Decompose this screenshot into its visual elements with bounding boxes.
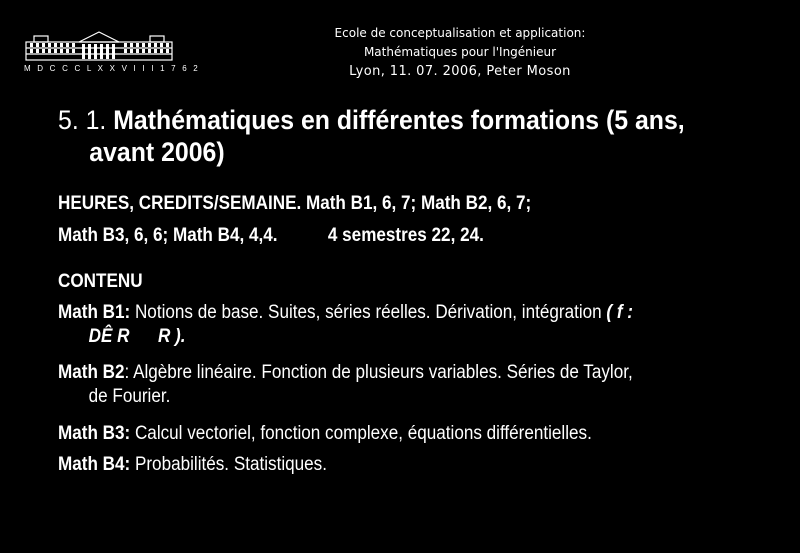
title-continuation: avant 2006) (89, 137, 225, 167)
header-line-1: Ecole de conceptualisation et application: (334, 26, 586, 40)
b1-formula-a: ( f : (606, 302, 634, 323)
content-b4 (58, 453, 742, 477)
b3-text: Calcul vectoriel, fonction complexe, équations différentielles. (130, 423, 592, 444)
hours-line-2 (58, 224, 742, 248)
b1-formula-b: DÊ R R ). (88, 326, 186, 347)
title-number: 5. 1. (58, 105, 114, 135)
slide-title (58, 104, 720, 168)
content-b2 (58, 361, 742, 409)
b2-text: : Algèbre linéaire. Fonction de plusieurs variables. Séries de Taylor, (124, 362, 633, 383)
title-text: Mathématiques en différentes formations (5 ans, (113, 105, 685, 135)
b3-label: Math B3: (58, 423, 131, 444)
b2-label: Math B2 (58, 362, 125, 383)
b4-text: Probabilités. Statistiques. (130, 454, 327, 475)
slide-header (300, 24, 620, 81)
hours-line-1: HEURES, CREDITS/SEMAINE. Math B1, 6, 7; Math B2, 6, 7; (58, 193, 532, 214)
b4-label: Math B4: (58, 454, 131, 475)
header-line-3: Lyon, 11. 07. 2006, Peter Moson (349, 64, 571, 79)
hours-courses: Math B3, 6, 6; Math B4, 4,4. (58, 225, 278, 246)
content-b1 (58, 301, 742, 349)
building-logo-icon (24, 30, 174, 62)
hours-semesters: 4 semestres 22, 24. (327, 225, 484, 246)
b2-continuation: de Fourier. (88, 386, 171, 407)
header-line-2: Mathématiques pour l'Ingénieur (363, 45, 557, 59)
content-heading: CONTENU (58, 271, 143, 292)
b1-text: Notions de base. Suites, séries réelles. Dérivation, intégration (130, 302, 607, 323)
content-b3 (58, 422, 742, 446)
b1-label: Math B1: (58, 302, 131, 323)
logo-caption: M D C C C L X X V I I I 1 7 6 2 (24, 64, 200, 73)
